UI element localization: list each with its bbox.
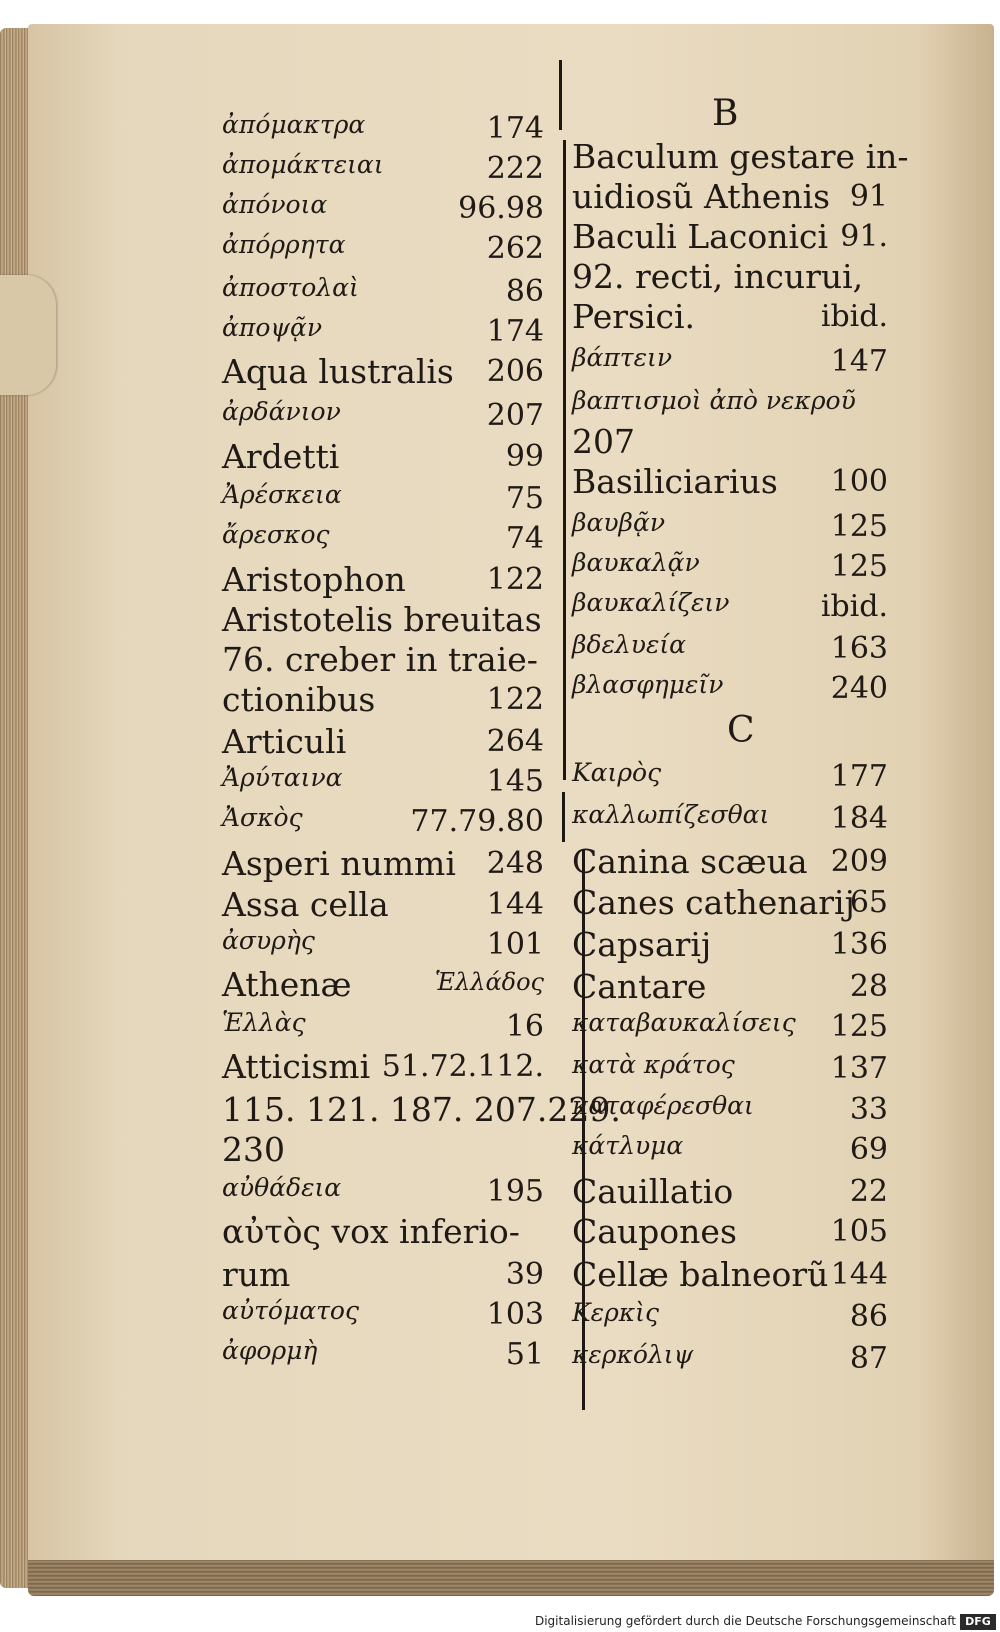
left-entry-term: Ἀσκὸς [222, 803, 303, 832]
right-entry-page: 100 [830, 464, 888, 499]
left-entry-page: 144 [486, 887, 544, 922]
left-entry-page: 39 [505, 1257, 544, 1292]
right-entry-page: 28 [849, 969, 888, 1004]
left-entry-term: Ardetti [222, 437, 340, 476]
right-entry-term: Basiliciarius [572, 462, 778, 501]
section-letter: C [727, 710, 755, 751]
right-entry-term: Canina scæua [572, 842, 808, 881]
left-entry-page: 207 [486, 398, 544, 433]
right-entry-page: 177 [830, 759, 888, 794]
right-entry-page: 184 [830, 801, 888, 836]
left-entry-page: 103 [486, 1297, 544, 1332]
right-entry-term: κατὰ κράτος [572, 1050, 735, 1079]
right-entry-term: Caupones [572, 1212, 737, 1251]
left-entry-term: αὐθάδεια [222, 1173, 342, 1202]
left-entry-term: ἀσυρὴς [222, 926, 315, 955]
right-entry-page: 86 [849, 1299, 888, 1334]
right-entry-term: καταβαυκαλίσεις [572, 1008, 796, 1037]
right-entry-term: βαπτισμοὶ ἀπὸ νεκροῦ [572, 386, 856, 415]
right-entry-term: 207 [572, 422, 635, 461]
left-entry-page: 264 [486, 724, 544, 759]
left-entry-term: Atticismi [222, 1047, 371, 1086]
right-entry-page: 105 [830, 1214, 888, 1249]
left-entry-term: Ἀρύταινα [222, 763, 343, 792]
left-entry-page: 174 [486, 111, 544, 146]
left-entry-page: 51 [505, 1337, 544, 1372]
right-entry-page: 209 [830, 844, 888, 879]
left-entry-term: αὐτόματος [222, 1296, 359, 1325]
right-entry-term: βαυκαλίζειν [572, 588, 730, 617]
left-entry-page: 74 [505, 521, 544, 556]
left-entry-page: 75 [505, 481, 544, 516]
right-entry-page: 87 [849, 1341, 888, 1376]
left-entry-page: 101 [486, 927, 544, 962]
column-rule-upper-2 [563, 140, 566, 780]
right-entry-page: 65 [849, 885, 888, 920]
left-entry-page: 96.98 [458, 191, 544, 226]
left-entry-page: 174 [486, 314, 544, 349]
left-entry-term: ἀποστολαὶ [222, 273, 359, 302]
right-entry-term: Persici. [572, 297, 696, 336]
left-entry-page: 262 [486, 231, 544, 266]
left-entry-term: Aqua lustralis [222, 352, 454, 391]
left-entry-term: ἀπόμακτρα [222, 110, 366, 139]
right-entry-page: 240 [830, 671, 888, 706]
digitization-footer [0, 1612, 1000, 1632]
right-entry-term: βδελυεία [572, 630, 687, 659]
right-entry-term: Καιρὸς [572, 758, 662, 787]
right-entry-page: 91. [840, 219, 888, 254]
left-entry-term: ἀπόνοια [222, 190, 328, 219]
left-entry-term: rum [222, 1255, 291, 1294]
right-entry-term: 92. recti, incurui, [572, 257, 864, 296]
left-entry-term: ἀρδάνιον [222, 397, 341, 426]
right-entry-page: 137 [830, 1051, 888, 1086]
right-entry-term: Capsarij [572, 925, 712, 964]
left-entry-page: 99 [505, 439, 544, 474]
right-entry-term: Baculi Laconici [572, 217, 829, 256]
left-entry-page: 206 [486, 354, 544, 389]
right-entry-term: Canes cathenarij [572, 883, 855, 922]
left-entry-term: ctionibus [222, 680, 376, 719]
left-entry-page: Ἑλλάδος [434, 968, 544, 996]
left-entry-term: Assa cella [222, 885, 389, 924]
right-entry-term: Cauillatio [572, 1172, 734, 1211]
left-entry-term: Asperi nummi [222, 844, 456, 883]
left-entry-page: 222 [486, 151, 544, 186]
left-entry-page: 86 [505, 274, 544, 309]
left-entry-term: 76. creber in traie- [222, 640, 538, 679]
right-entry-term: καλλωπίζεσθαι [572, 800, 770, 829]
right-entry-term: κάτλυμα [572, 1131, 684, 1160]
right-entry-page: 144 [830, 1257, 888, 1292]
page-edges-bottom [28, 1560, 994, 1596]
right-entry-page: 33 [849, 1092, 888, 1127]
left-entry-page: 122 [486, 562, 544, 597]
left-entry-term: Aristotelis breuitas [222, 600, 542, 639]
right-entry-page: ibid. [820, 299, 888, 334]
right-entry-term: Baculum gestare in- [572, 137, 909, 176]
right-entry-term: uidiosũ Athenis [572, 177, 831, 216]
right-entry-term: Κερκὶς [572, 1298, 659, 1327]
left-entry-page: 16 [505, 1009, 544, 1044]
left-entry-term: Articuli [222, 722, 347, 761]
right-entry-term: βαυκαλᾷν [572, 548, 700, 577]
left-entry-page: 51.72.112. [381, 1049, 544, 1084]
right-entry-term: βάπτειν [572, 343, 673, 372]
right-entry-term: βλασφημεῖν [572, 670, 724, 699]
right-entry-page: 136 [830, 927, 888, 962]
left-entry-page: 122 [486, 682, 544, 717]
section-letter: B [712, 93, 739, 134]
left-entry-term: Athenæ [222, 965, 352, 1004]
left-entry-term: Ἀρέσκεια [222, 480, 342, 509]
left-entry-term: 230 [222, 1130, 285, 1169]
dfg-logo: DFG [960, 1614, 996, 1630]
right-entry-page: 163 [830, 631, 888, 666]
right-entry-term: Cellæ balneorũ [572, 1255, 829, 1294]
right-entry-page: 125 [830, 509, 888, 544]
right-entry-page: ibid. [820, 589, 888, 624]
right-entry-page: 147 [830, 344, 888, 379]
left-entry-term: ἀπόρρητα [222, 230, 346, 259]
right-entry-term: καταφέρεσθαι [572, 1091, 754, 1120]
right-entry-page: 22 [849, 1174, 888, 1209]
right-entry-page: 69 [849, 1132, 888, 1167]
right-entry-page: 91 [849, 179, 888, 214]
left-entry-page: 145 [486, 764, 544, 799]
left-entry-page: 248 [486, 846, 544, 881]
left-entry-term: ἄρεσκος [222, 520, 330, 549]
left-entry-term: Aristophon [222, 560, 406, 599]
bookmark-tab [0, 275, 56, 395]
left-entry-term: Ἑλλὰς [222, 1008, 306, 1037]
right-entry-term: Cantare [572, 967, 707, 1006]
footer-credit: Digitalisierung gefördert durch die Deutsche Forschungsgemeinschaft [534, 1614, 956, 1628]
right-entry-term: βαυβᾷν [572, 508, 666, 537]
right-entry-page: 125 [830, 1009, 888, 1044]
left-entry-term: αὐτὸς vox inferio- [222, 1212, 520, 1251]
left-entry-term: ἀποψᾷν [222, 313, 323, 342]
left-entry-term: 115. 121. 187. 207.229. [222, 1090, 621, 1129]
right-entry-page: 125 [830, 549, 888, 584]
column-rule-upper [559, 60, 562, 130]
left-entry-term: ἀπομάκτειαι [222, 150, 384, 179]
left-entry-page: 195 [486, 1174, 544, 1209]
left-entry-term: ἀφορμὴ [222, 1336, 318, 1365]
right-entry-term: κερκόλιψ [572, 1340, 694, 1369]
left-entry-page: 77.79.80 [410, 804, 544, 839]
column-rule-middle [562, 792, 565, 842]
